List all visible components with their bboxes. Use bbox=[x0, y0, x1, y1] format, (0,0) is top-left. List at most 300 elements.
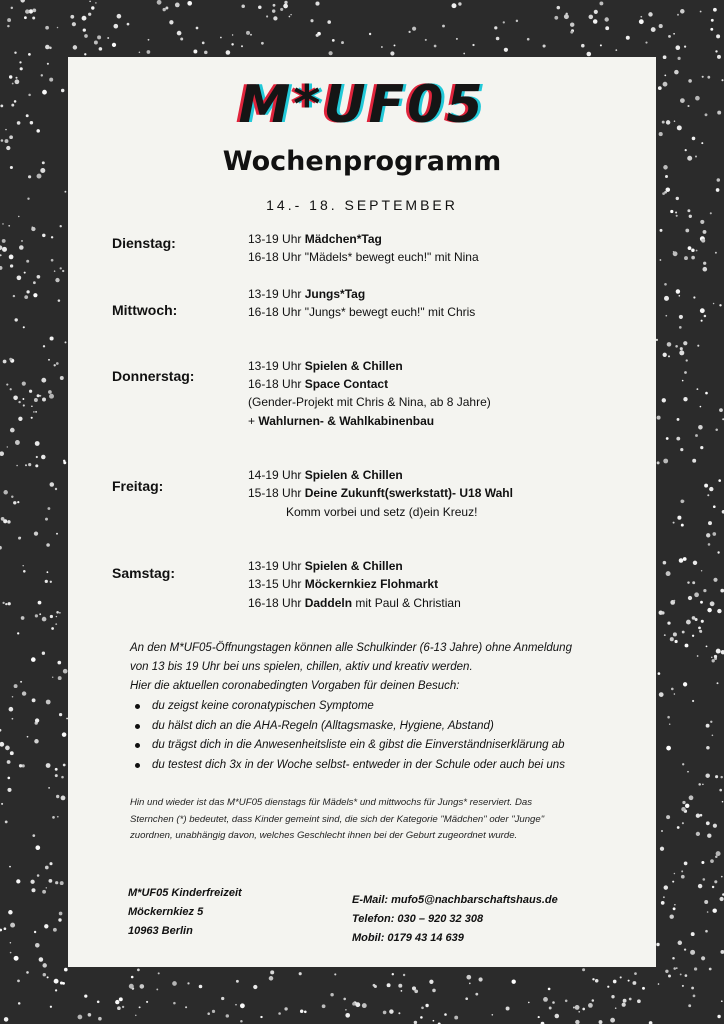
footnote-line: zuordnen, unabhängig davon, welches Geschlecht ihnen bei der Geburt zugeordnet wurde. bbox=[130, 830, 518, 841]
glitter-dot bbox=[334, 973, 336, 975]
glitter-dot bbox=[48, 359, 50, 361]
glitter-dot bbox=[52, 816, 55, 819]
glitter-dot bbox=[719, 408, 723, 412]
glitter-dot bbox=[715, 50, 717, 52]
glitter-dot bbox=[675, 45, 680, 50]
glitter-dot bbox=[665, 315, 667, 317]
glitter-dot bbox=[663, 165, 668, 170]
glitter-dot bbox=[369, 33, 371, 35]
glitter-dot bbox=[5, 603, 7, 605]
glitter-dot bbox=[710, 721, 712, 723]
glitter-dot bbox=[690, 950, 695, 955]
list-item: du testest dich 3x in der Woche selbst- entweder in der Schule oder auch bei uns bbox=[130, 756, 565, 776]
glitter-dot bbox=[702, 76, 704, 78]
glitter-dot bbox=[707, 76, 710, 79]
glitter-dot bbox=[41, 455, 46, 460]
glitter-dot bbox=[682, 801, 685, 804]
glitter-dot bbox=[669, 723, 671, 725]
glitter-dot bbox=[454, 1016, 458, 1020]
schedule-line: 13-15 Uhr Möckernkiez Flohmarkt bbox=[248, 577, 439, 591]
glitter-dot bbox=[392, 973, 394, 975]
glitter-dot bbox=[709, 487, 713, 491]
glitter-dot bbox=[615, 1007, 617, 1009]
glitter-dot bbox=[32, 17, 35, 20]
glitter-dot bbox=[565, 1000, 568, 1003]
glitter-dot bbox=[135, 1015, 136, 1016]
glitter-dot bbox=[374, 985, 377, 988]
glitter-dot bbox=[55, 278, 59, 282]
glitter-dot bbox=[24, 272, 26, 274]
schedule-line: Komm vorbei und setz (d)ein Kreuz! bbox=[286, 505, 478, 519]
glitter-dot bbox=[703, 262, 706, 265]
glitter-dot bbox=[706, 821, 710, 825]
glitter-dot bbox=[23, 326, 25, 328]
glitter-dot bbox=[49, 47, 52, 50]
glitter-dot bbox=[45, 866, 49, 870]
glitter-dot bbox=[458, 2, 461, 5]
glitter-dot bbox=[694, 592, 699, 597]
glitter-dot bbox=[705, 773, 709, 777]
glitter-dot bbox=[668, 975, 671, 978]
glitter-dot bbox=[661, 830, 663, 832]
glitter-dot bbox=[720, 776, 722, 778]
glitter-dot bbox=[84, 34, 88, 38]
glitter-dot bbox=[712, 908, 716, 912]
glitter-dot bbox=[659, 259, 661, 261]
glitter-dot bbox=[708, 543, 711, 546]
glitter-dot bbox=[700, 11, 702, 13]
glitter-dot bbox=[49, 78, 53, 82]
glitter-dot bbox=[679, 326, 682, 329]
glitter-dot bbox=[717, 682, 719, 684]
glitter-dot bbox=[6, 384, 8, 386]
glitter-dot bbox=[575, 1020, 579, 1024]
glitter-dot bbox=[677, 418, 680, 421]
glitter-dot bbox=[129, 984, 134, 989]
glitter-dot bbox=[280, 8, 283, 11]
glitter-dot bbox=[578, 1011, 580, 1013]
glitter-dot bbox=[58, 676, 62, 680]
glitter-dot bbox=[9, 358, 12, 361]
glitter-dot bbox=[14, 684, 18, 688]
glitter-dot bbox=[8, 910, 13, 915]
glitter-dot bbox=[6, 146, 10, 150]
glitter-dot bbox=[266, 15, 268, 17]
glitter-dot bbox=[51, 236, 53, 238]
glitter-dot bbox=[13, 396, 18, 401]
glitter-dot bbox=[676, 967, 677, 968]
glitter-dot bbox=[272, 9, 275, 12]
glitter-dot bbox=[20, 67, 23, 70]
glitter-dot bbox=[717, 111, 721, 115]
glitter-dot bbox=[401, 990, 403, 992]
glitter-dot bbox=[55, 623, 57, 625]
glitter-dot bbox=[496, 37, 500, 41]
glitter-dot bbox=[506, 1007, 510, 1011]
date-range: 14.- 18. SEPTEMBER bbox=[266, 197, 458, 213]
glitter-dot bbox=[35, 718, 39, 722]
glitter-dot bbox=[673, 967, 676, 970]
glitter-dot bbox=[412, 986, 416, 990]
glitter-dot bbox=[699, 630, 702, 633]
day-label-donnerstag: Donnerstag: bbox=[112, 368, 195, 384]
glitter-dot bbox=[664, 283, 667, 286]
glitter-dot bbox=[273, 16, 277, 20]
glitter-dot bbox=[605, 26, 609, 30]
glitter-dot bbox=[687, 105, 689, 107]
glitter-dot bbox=[45, 518, 48, 521]
glitter-dot bbox=[709, 968, 712, 971]
glitter-dot bbox=[22, 691, 26, 695]
glitter-dot bbox=[688, 79, 692, 83]
glitter-dot bbox=[33, 293, 37, 297]
glitter-dot bbox=[3, 519, 7, 523]
glitter-dot bbox=[588, 1003, 593, 1008]
glitter-dot bbox=[33, 411, 35, 413]
glitter-dot bbox=[59, 912, 63, 916]
glitter-dot bbox=[58, 918, 61, 921]
glitter-dot bbox=[42, 963, 46, 967]
glitter-dot bbox=[712, 886, 714, 888]
glitter-dot bbox=[49, 394, 54, 399]
glitter-dot bbox=[8, 225, 10, 227]
glitter-dot bbox=[30, 121, 33, 124]
glitter-dot bbox=[716, 851, 721, 856]
glitter-dot bbox=[698, 884, 702, 888]
glitter-dot bbox=[270, 970, 274, 974]
glitter-dot bbox=[95, 2, 97, 4]
glitter-dot bbox=[10, 751, 14, 755]
glitter-dot bbox=[25, 464, 27, 466]
glitter-dot bbox=[683, 682, 687, 686]
glitter-dot bbox=[673, 600, 675, 602]
glitter-dot bbox=[11, 104, 14, 107]
glitter-dot bbox=[131, 976, 134, 979]
address-line: Möckernkiez 5 bbox=[128, 906, 204, 918]
glitter-dot bbox=[56, 795, 59, 798]
glitter-dot bbox=[14, 956, 19, 961]
glitter-dot bbox=[14, 100, 17, 103]
glitter-dot bbox=[10, 166, 13, 169]
glitter-dot bbox=[50, 1006, 52, 1008]
glitter-dot bbox=[31, 888, 35, 892]
glitter-dot bbox=[187, 982, 189, 984]
glitter-dot bbox=[673, 632, 677, 636]
glitter-dot bbox=[672, 957, 675, 960]
glitter-dot bbox=[677, 516, 681, 520]
glitter-dot bbox=[700, 601, 703, 604]
glitter-dot bbox=[56, 533, 58, 535]
glitter-dot bbox=[41, 74, 43, 76]
glitter-dot bbox=[16, 879, 20, 883]
glitter-dot bbox=[642, 987, 645, 990]
glitter-dot bbox=[196, 27, 199, 30]
glitter-dot bbox=[35, 441, 40, 446]
glitter-dot bbox=[2, 223, 4, 225]
glitter-dot bbox=[721, 1000, 723, 1002]
glitter-dot bbox=[702, 878, 705, 881]
glitter-dot bbox=[327, 20, 331, 24]
glitter-dot bbox=[663, 55, 667, 59]
glitter-dot bbox=[645, 42, 647, 44]
glitter-dot bbox=[355, 1002, 360, 1007]
glitter-dot bbox=[235, 1004, 237, 1006]
glitter-dot bbox=[701, 861, 704, 864]
glitter-dot bbox=[722, 801, 724, 803]
glitter-dot bbox=[678, 941, 683, 946]
glitter-dot bbox=[691, 256, 695, 260]
list-item: du hälst dich an die AHA-Regeln (Alltagsmaske, Hygiene, Abstand) bbox=[130, 717, 565, 737]
glitter-dot bbox=[345, 1013, 350, 1018]
glitter-dot bbox=[679, 315, 683, 319]
mobile-text: Mobil: 0179 43 14 639 bbox=[352, 932, 464, 944]
glitter-dot bbox=[163, 8, 166, 11]
schedule-line: 13-19 Uhr Jungs*Tag bbox=[248, 287, 366, 301]
glitter-dot bbox=[586, 52, 591, 57]
glitter-dot bbox=[250, 34, 252, 36]
glitter-dot bbox=[5, 821, 8, 824]
glitter-dot bbox=[61, 89, 64, 92]
glitter-dot bbox=[702, 784, 703, 785]
glitter-dot bbox=[666, 120, 670, 124]
glitter-dot bbox=[329, 51, 333, 55]
info-line: An den M*UF05-Öffnungstagen können alle Schulkinder (6-13 Jahre) ohne Anmeldung bbox=[130, 642, 572, 654]
glitter-dot bbox=[42, 652, 45, 655]
glitter-dot bbox=[674, 120, 676, 122]
glitter-dot bbox=[707, 834, 711, 838]
glitter-dot bbox=[434, 45, 437, 48]
glitter-dot bbox=[345, 1009, 347, 1011]
glitter-dot bbox=[685, 804, 689, 808]
glitter-dot bbox=[429, 980, 433, 984]
glitter-dot bbox=[543, 44, 546, 47]
glitter-dot bbox=[55, 881, 58, 884]
glitter-dot bbox=[13, 501, 16, 504]
glitter-dot bbox=[7, 25, 9, 27]
glitter-dot bbox=[7, 446, 8, 447]
glitter-dot bbox=[212, 1010, 215, 1013]
glitter-dot bbox=[711, 657, 712, 658]
glitter-dot bbox=[573, 1007, 575, 1009]
glitter-dot bbox=[623, 999, 627, 1003]
glitter-dot bbox=[20, 681, 22, 683]
glitter-dot bbox=[701, 142, 703, 144]
glitter-dot bbox=[692, 459, 696, 463]
glitter-dot bbox=[663, 82, 668, 87]
glitter-dot bbox=[20, 0, 25, 3]
glitter-dot bbox=[2, 239, 6, 243]
glitter-dot bbox=[704, 900, 708, 904]
glitter-dot bbox=[36, 129, 40, 133]
glitter-dot bbox=[180, 38, 183, 41]
glitter-dot bbox=[63, 669, 68, 674]
glitter-dot bbox=[40, 168, 45, 173]
glitter-dot bbox=[56, 616, 57, 617]
glitter-dot bbox=[678, 57, 681, 60]
glitter-dot bbox=[670, 637, 674, 641]
glitter-dot bbox=[84, 994, 87, 997]
glitter-dot bbox=[59, 612, 60, 613]
glitter-dot bbox=[673, 522, 675, 524]
glitter-dot bbox=[713, 505, 716, 508]
glitter-dot bbox=[22, 565, 23, 566]
glitter-dot bbox=[600, 44, 602, 46]
glitter-dot bbox=[692, 700, 694, 702]
schedule-line: 13-19 Uhr Mädchen*Tag bbox=[248, 232, 382, 246]
glitter-dot bbox=[555, 1014, 560, 1019]
glitter-dot bbox=[156, 988, 158, 990]
glitter-dot bbox=[57, 661, 61, 665]
glitter-dot bbox=[688, 596, 692, 600]
glitter-dot bbox=[634, 972, 637, 975]
glitter-dot bbox=[115, 1000, 119, 1004]
glitter-dot bbox=[322, 1004, 326, 1008]
glitter-dot bbox=[594, 10, 598, 14]
glitter-dot bbox=[173, 1002, 176, 1005]
glitter-dot bbox=[300, 1009, 304, 1013]
glitter-dot bbox=[626, 36, 630, 40]
glitter-dot bbox=[113, 24, 118, 29]
glitter-dot bbox=[704, 315, 707, 318]
glitter-dot bbox=[15, 440, 20, 445]
glitter-dot bbox=[117, 1006, 121, 1010]
glitter-dot bbox=[685, 229, 689, 233]
glitter-dot bbox=[42, 234, 45, 237]
schedule-line: 14-19 Uhr Spielen & Chillen bbox=[248, 468, 403, 482]
glitter-dot bbox=[713, 824, 717, 828]
glitter-dot bbox=[665, 970, 668, 973]
glitter-dot bbox=[668, 355, 670, 357]
glitter-dot bbox=[34, 931, 36, 933]
glitter-dot bbox=[32, 698, 36, 702]
glitter-dot bbox=[28, 175, 31, 178]
glitter-dot bbox=[60, 881, 64, 885]
glitter-dot bbox=[661, 611, 664, 614]
glitter-dot bbox=[42, 617, 47, 622]
glitter-dot bbox=[693, 995, 696, 998]
glitter-dot bbox=[15, 77, 17, 79]
schedule-line: (Gender-Projekt mit Chris & Nina, ab 8 Jahre) bbox=[248, 395, 491, 409]
glitter-dot bbox=[122, 1006, 124, 1008]
glitter-dot bbox=[46, 887, 47, 888]
glitter-dot bbox=[398, 1012, 400, 1014]
glitter-dot bbox=[592, 999, 595, 1002]
glitter-dot bbox=[221, 997, 224, 1000]
glitter-dot bbox=[21, 616, 25, 620]
glitter-dot bbox=[383, 1011, 387, 1015]
glitter-dot bbox=[61, 796, 66, 801]
glitter-dot bbox=[19, 537, 21, 539]
glitter-dot bbox=[677, 125, 682, 130]
glitter-dot bbox=[91, 6, 94, 9]
glitter-dot bbox=[504, 48, 508, 52]
glitter-dot bbox=[663, 896, 665, 898]
glitter-dot bbox=[98, 1017, 102, 1021]
glitter-dot bbox=[290, 14, 292, 16]
glitter-dot bbox=[34, 531, 38, 535]
glitter-dot bbox=[65, 341, 67, 343]
glitter-dot bbox=[667, 342, 672, 347]
glitter-dot bbox=[657, 461, 660, 464]
glitter-dot bbox=[548, 988, 551, 991]
glitter-dot bbox=[684, 948, 686, 950]
glitter-dot bbox=[17, 501, 19, 503]
glitter-dot bbox=[55, 989, 57, 991]
glitter-dot bbox=[139, 984, 144, 989]
glitter-dot bbox=[677, 14, 679, 16]
glitter-dot bbox=[31, 417, 33, 419]
glitter-dot bbox=[1, 139, 4, 142]
glitter-dot bbox=[27, 198, 29, 200]
glitter-dot bbox=[204, 51, 208, 55]
glitter-dot bbox=[62, 732, 67, 737]
glitter-dot bbox=[664, 634, 666, 636]
glitter-dot bbox=[59, 713, 62, 716]
glitter-dot bbox=[720, 589, 724, 593]
glitter-dot bbox=[680, 448, 683, 451]
glitter-dot bbox=[0, 546, 2, 550]
glitter-dot bbox=[17, 121, 21, 125]
glitter-dot bbox=[711, 19, 714, 22]
glitter-dot bbox=[26, 260, 29, 263]
glitter-dot bbox=[23, 570, 26, 573]
list-item: du zeigst keine coronatypischen Symptome bbox=[130, 697, 565, 717]
glitter-dot bbox=[701, 570, 702, 571]
glitter-dot bbox=[640, 16, 642, 18]
glitter-dot bbox=[304, 1010, 307, 1013]
glitter-dot bbox=[681, 870, 683, 872]
glitter-dot bbox=[682, 763, 684, 765]
glitter-dot bbox=[226, 1014, 229, 1017]
glitter-dot bbox=[695, 96, 700, 101]
glitter-dot bbox=[9, 707, 14, 712]
glitter-dot bbox=[696, 388, 698, 390]
glitter-dot bbox=[269, 976, 274, 981]
glitter-dot bbox=[83, 28, 86, 31]
glitter-dot bbox=[432, 989, 436, 993]
glitter-dot bbox=[310, 19, 313, 22]
glitter-dot bbox=[5, 139, 9, 143]
glitter-dot bbox=[139, 52, 141, 54]
glitter-dot bbox=[677, 826, 680, 829]
glitter-dot bbox=[341, 41, 344, 44]
glitter-dot bbox=[707, 608, 711, 612]
glitter-dot bbox=[425, 39, 427, 41]
glitter-dot bbox=[657, 416, 661, 420]
glitter-dot bbox=[62, 982, 65, 985]
glitter-dot bbox=[172, 981, 177, 986]
glitter-dot bbox=[656, 943, 659, 946]
glitter-dot bbox=[479, 977, 483, 981]
glitter-dot bbox=[528, 1002, 530, 1004]
glitter-dot bbox=[3, 360, 7, 364]
glitter-dot bbox=[552, 1001, 555, 1004]
glitter-dot bbox=[19, 61, 21, 63]
glitter-dot bbox=[381, 46, 383, 48]
glitter-dot bbox=[628, 980, 630, 982]
glitter-dot bbox=[42, 161, 45, 164]
glitter-dot bbox=[492, 1014, 494, 1016]
glitter-dot bbox=[713, 8, 717, 12]
glitter-dot bbox=[698, 627, 701, 630]
glitter-dot bbox=[99, 47, 103, 51]
glitter-dot bbox=[199, 985, 203, 989]
glitter-dot bbox=[9, 135, 13, 139]
glitter-dot bbox=[29, 390, 32, 393]
glitter-dot bbox=[685, 974, 688, 977]
glitter-dot bbox=[12, 83, 14, 85]
glitter-dot bbox=[9, 255, 14, 260]
